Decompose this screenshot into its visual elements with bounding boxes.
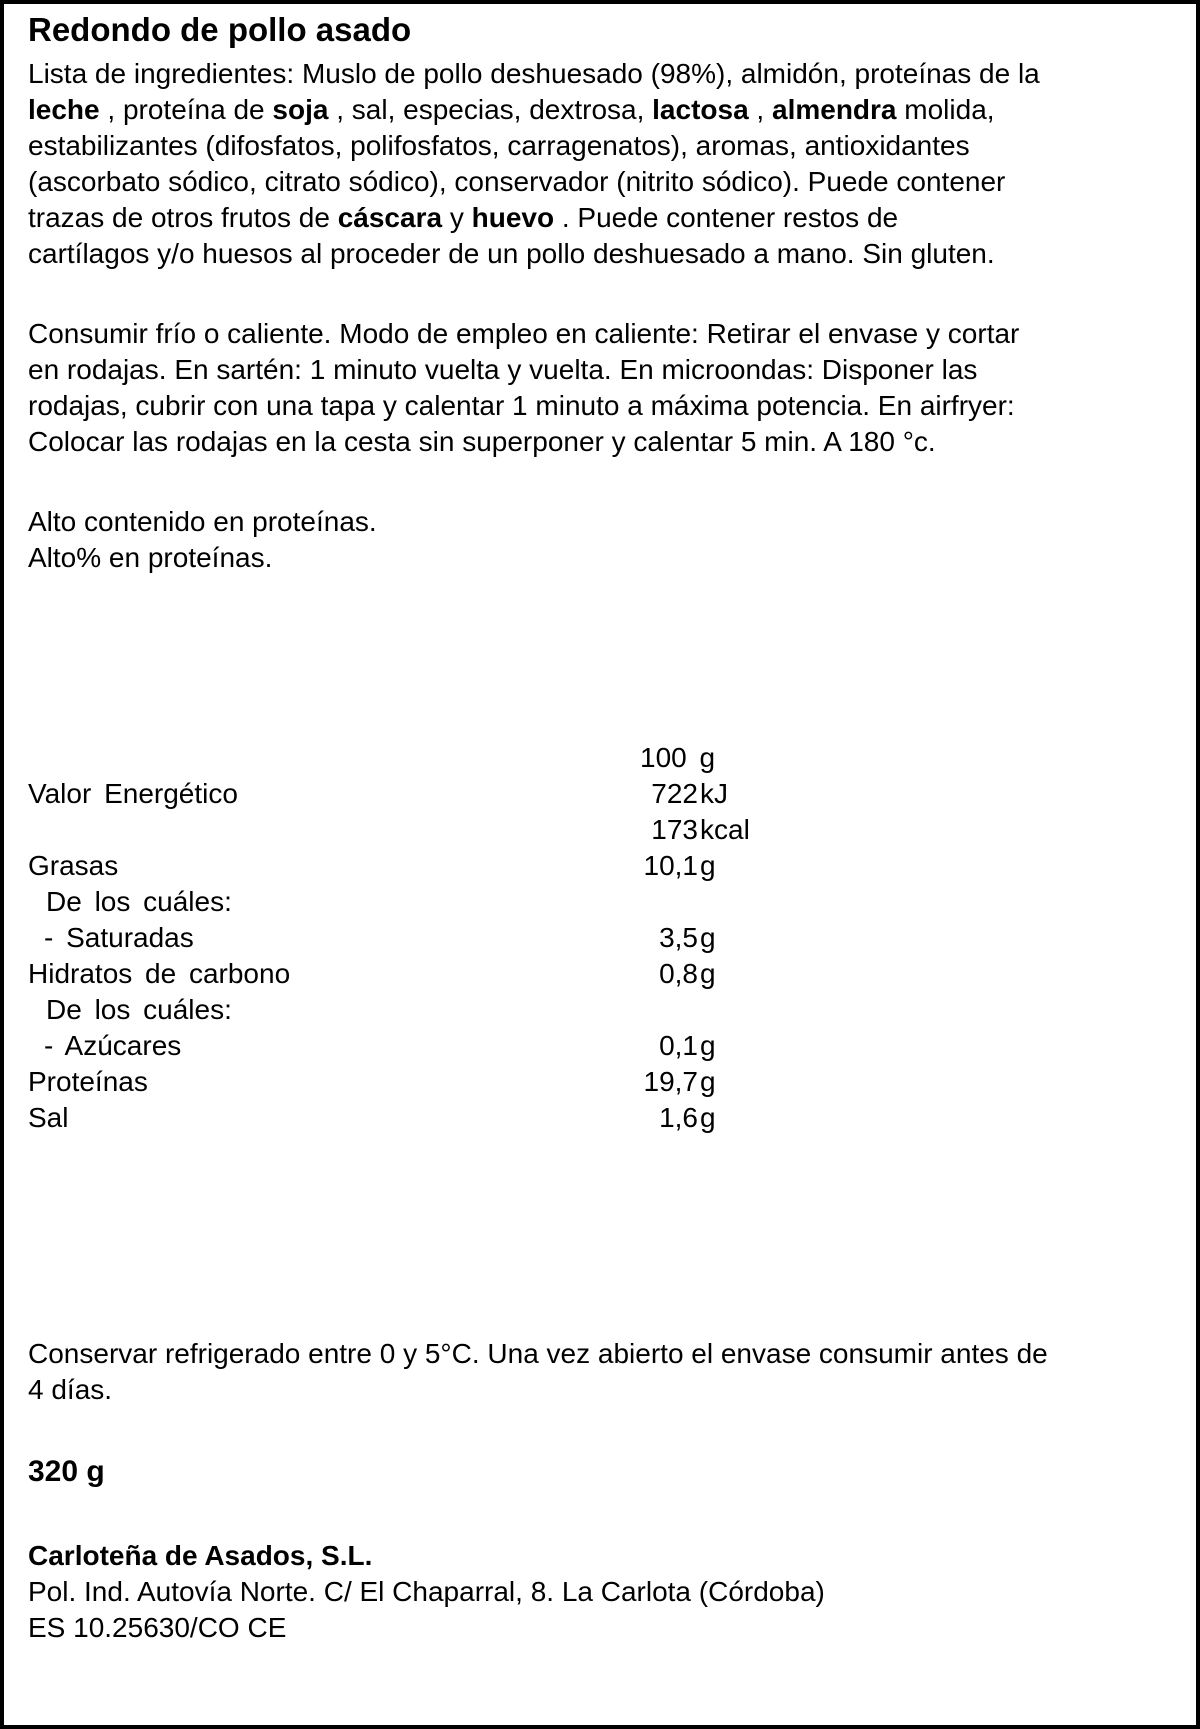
nutrition-row [28, 920, 808, 956]
ingredient-text: estabilizantes (difosfatos, polifosfatos, carragenatos), aromas, antioxidantes [28, 130, 970, 161]
ingredient-text: . Puede contener restos de [554, 202, 899, 233]
ingredient-text: (ascorbato sódico, citrato sódico), conservador (nitrito sódico). Puede contener [28, 166, 1006, 197]
nutrient-value: 722kJ [651, 778, 728, 809]
ingredient-text: , proteína de [99, 94, 273, 125]
allergen-text: lactosa [652, 94, 749, 125]
claim-line: Alto contenido en proteínas. [28, 506, 377, 537]
usage-line: rodajas, cubrir con una tapa y calentar 1 minuto a máxima potencia. En airfryer: [28, 390, 1015, 421]
ingredients-line [28, 92, 1176, 128]
nutrient-value: 19,7g [643, 1066, 716, 1097]
nutrition-claims [28, 504, 1176, 576]
net-weight: 320 g [28, 1455, 105, 1488]
storage-instructions [28, 1336, 1176, 1408]
nutrient-value: 1,6g [659, 1102, 716, 1133]
nutrition-row [28, 812, 808, 848]
nutrient-label: Grasas [28, 850, 119, 881]
allergen-text: soja [272, 94, 329, 125]
ingredients-text [28, 56, 1176, 272]
nutrition-row [28, 992, 808, 1028]
nutrition-rows [28, 848, 808, 1136]
usage-line: Consumir frío o caliente. Modo de empleo en caliente: Retirar el envase y cortar [28, 318, 1020, 349]
ingredient-text: cartílagos y/o huesos al proceder de un pollo deshuesado a mano. Sin gluten. [28, 238, 995, 269]
ingredient-text: , sal, especias, dextrosa, [328, 94, 653, 125]
nutrient-label: De los cuáles: [46, 886, 232, 917]
nutrient-value: 10,1g [643, 850, 716, 881]
ingredient-text: molida, [896, 94, 995, 125]
company-name: Carloteña de Asados, S.L. [28, 1540, 373, 1571]
allergen-text: cáscara [337, 202, 443, 233]
nutrient-value: 0,1g [659, 1030, 716, 1061]
usage-line: en rodajas. En sartén: 1 minuto vuelta y vuelta. En microondas: Disponer las [28, 354, 978, 385]
storage-line: Conservar refrigerado entre 0 y 5°C. Una vez abierto el envase consumir antes de [28, 1338, 1048, 1369]
allergen-text: huevo [471, 202, 555, 233]
company-info [28, 1538, 1176, 1646]
nutrient-label: - Azúcares [44, 1030, 182, 1061]
company-address: Pol. Ind. Autovía Norte. C/ El Chaparral, 8. La Carlota (Córdoba) [28, 1576, 825, 1607]
nutrition-row [28, 1028, 808, 1064]
nutrient-value: 3,5g [659, 922, 716, 953]
allergen-text: almendra [772, 94, 897, 125]
nutrition-table [28, 740, 808, 1136]
ingredients-line [28, 128, 1176, 164]
nutrient-value: 173kcal [651, 814, 750, 845]
usage-line: Colocar las rodajas en la cesta sin superponer y calentar 5 min. A 180 °c. [28, 426, 936, 457]
ingredients-line [28, 236, 1176, 272]
nutrient-label: De los cuáles: [46, 994, 232, 1025]
claim-line: Alto% en proteínas. [28, 542, 273, 573]
nutrition-row [28, 776, 808, 812]
ingredient-text: , [748, 94, 772, 125]
nutrition-row [28, 1100, 808, 1136]
ingredient-text: trazas de otros frutos de [28, 202, 338, 233]
nutrient-label: - Saturadas [44, 922, 194, 953]
sanitary-registry: ES 10.25630/CO CE [28, 1612, 287, 1643]
nutrient-label: Hidratos de carbono [28, 958, 291, 989]
nutrition-header-row [28, 740, 808, 776]
ingredients-line [28, 56, 1176, 92]
per-100g-header: 100 g [640, 742, 716, 773]
nutrient-label: Sal [28, 1102, 69, 1133]
ingredient-text: Lista de ingredientes: Muslo de pollo deshuesado (98%), almidón, proteínas de la [28, 58, 1040, 89]
nutrient-label: Proteínas [28, 1066, 148, 1097]
nutrition-row [28, 1064, 808, 1100]
nutrient-label: Valor Energético [28, 778, 238, 809]
product-title: Redondo de pollo asado [28, 11, 412, 48]
allergen-text: leche [28, 94, 100, 125]
usage-instructions [28, 316, 1176, 460]
nutrition-row [28, 956, 808, 992]
ingredient-text: y [442, 202, 472, 233]
nutrition-row [28, 884, 808, 920]
nutrition-row [28, 848, 808, 884]
nutrient-value: 0,8g [659, 958, 716, 989]
ingredients-line [28, 164, 1176, 200]
ingredients-line [28, 200, 1176, 236]
storage-line: 4 días. [28, 1374, 113, 1405]
